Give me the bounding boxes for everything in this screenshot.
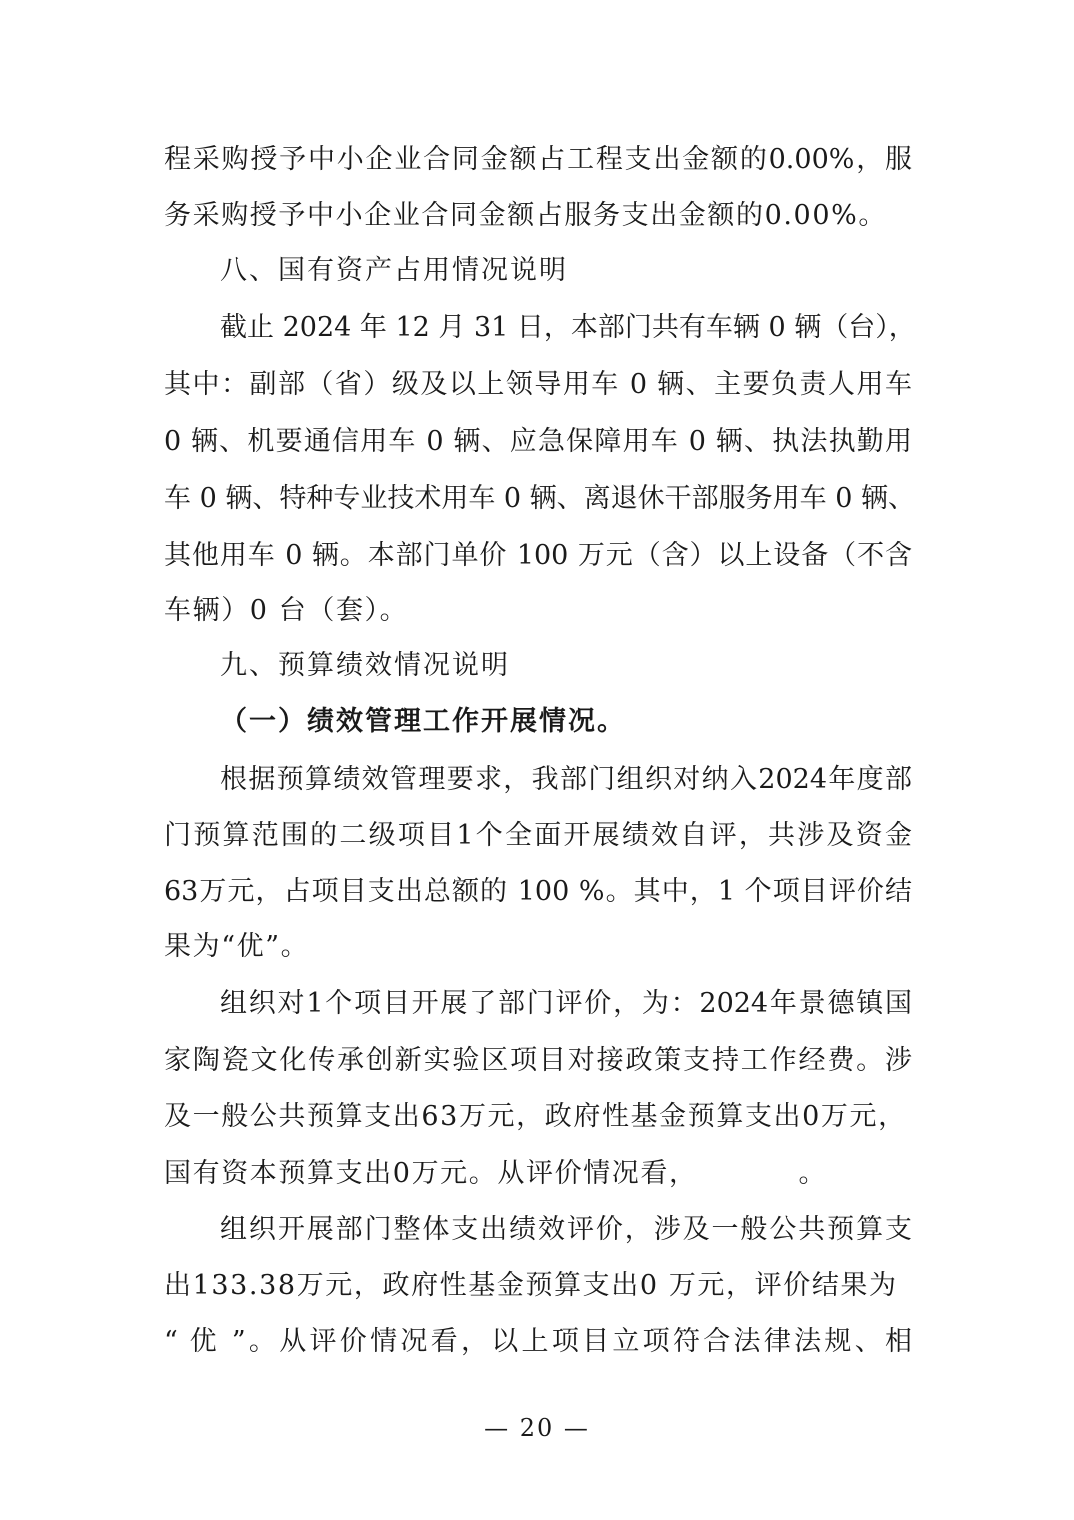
body-text-line: 及一般公共预算支出63万元，政府性基金预算支出0万元，: [164, 1101, 907, 1132]
body-text-line: 其他用车 0 辆。本部门单价 100 万元（含）以上设备（不含: [164, 540, 912, 571]
body-text-line: 根据预算绩效管理要求，我部门组织对纳入2024年度部: [220, 764, 912, 795]
body-text-line: 务采购授予中小企业合同金额占服务支出金额的0.00%。: [164, 200, 887, 231]
subsection-heading: （一）绩效管理工作开展情况。: [220, 706, 626, 737]
body-text-line: 截止 2024 年 12 月 31 日，本部门共有车辆 0 辆（台），: [220, 312, 916, 343]
body-text-line: 家陶瓷文化传承创新实验区项目对接政策支持工作经费。涉: [164, 1045, 912, 1076]
body-text-line: “ 优 ”。从评价情况看，以上项目立项符合法律法规、相: [164, 1326, 912, 1357]
body-text-line: 车辆）0 台（套）。: [164, 595, 409, 626]
body-text-line: 63万元，占项目支出总额的 100 %。其中，1 个项目评价结: [164, 876, 912, 907]
section-heading-8: 八、国有资产占用情况说明: [220, 255, 568, 286]
body-text-line: 0 辆、机要通信用车 0 辆、应急保障用车 0 辆、执法执勤用: [164, 426, 912, 457]
body-text-line: 国有资本预算支出0万元。从评价情况看， 。: [164, 1158, 828, 1189]
body-text-line: 其中：副部（省）级及以上领导用车 0 辆、主要负责人用车: [164, 369, 912, 400]
body-text-line: 组织开展部门整体支出绩效评价，涉及一般公共预算支: [220, 1214, 912, 1245]
body-text-line: 程采购授予中小企业合同金额占工程支出金额的0.00%，服: [164, 144, 912, 175]
body-text-line: 出133.38万元，政府性基金预算支出0 万元，评价结果为: [164, 1270, 898, 1301]
page-number: — 20 —: [484, 1414, 590, 1442]
body-text-line: 车 0 辆、特种专业技术用车 0 辆、离退休干部服务用车 0 辆、: [164, 483, 916, 514]
body-text-line: 组织对1个项目开展了部门评价，为：2024年景德镇国: [220, 988, 912, 1019]
body-text-line: 门预算范围的二级项目1个全面开展绩效自评，共涉及资金: [164, 820, 912, 851]
body-text-line: 果为“优”。: [164, 931, 310, 962]
section-heading-9: 九、预算绩效情况说明: [220, 650, 510, 681]
